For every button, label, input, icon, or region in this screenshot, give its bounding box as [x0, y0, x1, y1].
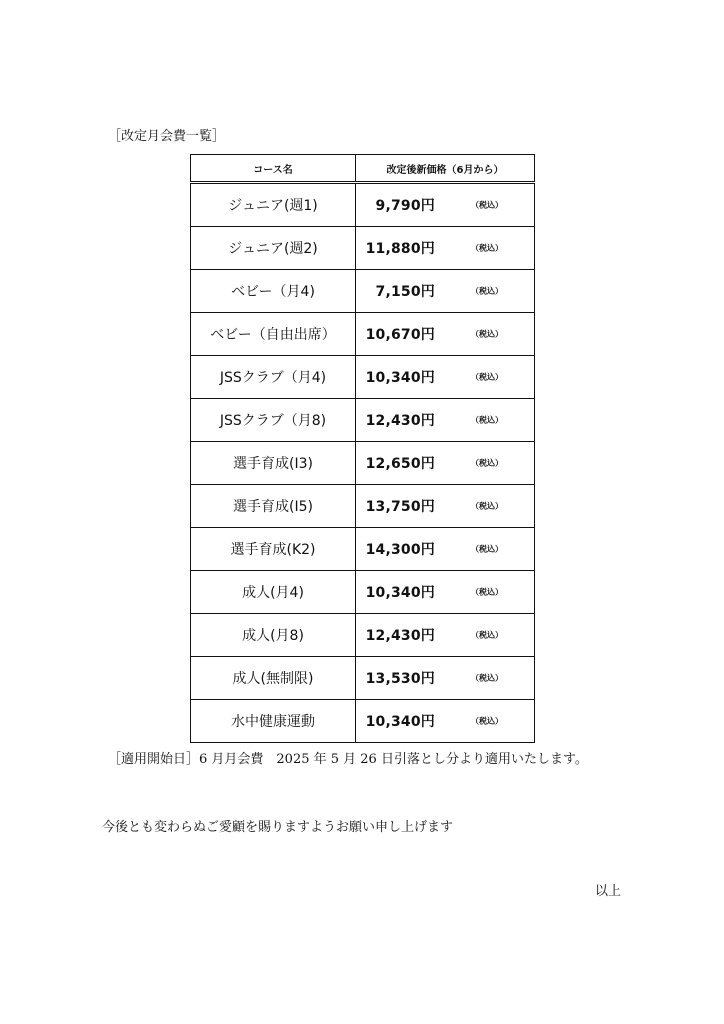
price-cell [356, 399, 535, 442]
fee-table-body [191, 183, 535, 743]
closing-message: 今後とも変わらぬご愛顧を賜りますようお願い申し上げます [102, 820, 454, 835]
price-cell [356, 614, 535, 657]
tax-label: （税込） [471, 458, 503, 468]
tax-label: （税込） [471, 501, 503, 511]
table-row [191, 183, 535, 227]
price-cell [356, 442, 535, 485]
table-row [191, 227, 535, 270]
course-name: ジュニア(週1) [191, 183, 356, 227]
price-value: 10,670円 [365, 327, 435, 343]
table-row [191, 442, 535, 485]
section-title: ［改定月会費一覧］ [108, 129, 226, 144]
course-name: JSSクラブ（月4) [191, 356, 356, 399]
course-name: 選手育成(I3) [191, 442, 356, 485]
tax-label: （税込） [471, 544, 503, 554]
price-value: 10,340円 [365, 585, 435, 601]
price-cell [356, 227, 535, 270]
tax-label: （税込） [471, 415, 503, 425]
course-name: 成人(無制限) [191, 657, 356, 700]
price-cell [356, 528, 535, 571]
price-cell [356, 700, 535, 743]
tax-label: （税込） [471, 673, 503, 683]
price-cell [356, 485, 535, 528]
price-cell [356, 571, 535, 614]
table-row [191, 528, 535, 571]
price-cell [356, 313, 535, 356]
table-row [191, 313, 535, 356]
fee-table [190, 154, 535, 743]
table-row [191, 700, 535, 743]
price-value: 13,530円 [365, 671, 435, 687]
tax-label: （税込） [471, 243, 503, 253]
price-value: 9,790円 [375, 198, 435, 214]
course-name: 選手育成(K2) [191, 528, 356, 571]
price-cell [356, 657, 535, 700]
course-name: 水中健康運動 [191, 700, 356, 743]
table-row [191, 399, 535, 442]
tax-label: （税込） [471, 372, 503, 382]
tax-label: （税込） [471, 716, 503, 726]
price-value: 13,750円 [365, 499, 435, 515]
price-value: 7,150円 [375, 284, 435, 300]
tax-label: （税込） [471, 200, 503, 210]
course-name: 選手育成(I5) [191, 485, 356, 528]
table-header-row [191, 155, 535, 183]
course-name: ジュニア(週2) [191, 227, 356, 270]
course-column-header: コース名 [191, 155, 356, 183]
table-row [191, 270, 535, 313]
course-name: ベビー（自由出席） [191, 313, 356, 356]
price-value: 11,880円 [365, 241, 435, 257]
tax-label: （税込） [471, 329, 503, 339]
price-value: 12,430円 [365, 413, 435, 429]
tax-label: （税込） [471, 587, 503, 597]
course-name: 成人(月4) [191, 571, 356, 614]
course-name: 成人(月8) [191, 614, 356, 657]
tax-label: （税込） [471, 286, 503, 296]
table-row [191, 356, 535, 399]
price-value: 10,340円 [365, 370, 435, 386]
tax-label: （税込） [471, 630, 503, 640]
table-row [191, 657, 535, 700]
course-name: JSSクラブ（月8) [191, 399, 356, 442]
price-value: 12,650円 [365, 456, 435, 472]
table-row [191, 614, 535, 657]
price-value: 10,340円 [365, 714, 435, 730]
price-cell [356, 183, 535, 227]
price-column-header: 改定後新価格（6月から） [356, 155, 535, 183]
price-value: 14,300円 [365, 542, 435, 558]
signoff: 以上 [594, 884, 621, 899]
price-cell [356, 270, 535, 313]
price-cell [356, 356, 535, 399]
price-value: 12,430円 [365, 628, 435, 644]
table-row [191, 485, 535, 528]
table-row [191, 571, 535, 614]
start-date-text: ［適用開始日］6 月月会費 2025 年 5 月 26 日引落とし分より適用いたします。 [108, 752, 588, 767]
course-name: ベビー（月4) [191, 270, 356, 313]
